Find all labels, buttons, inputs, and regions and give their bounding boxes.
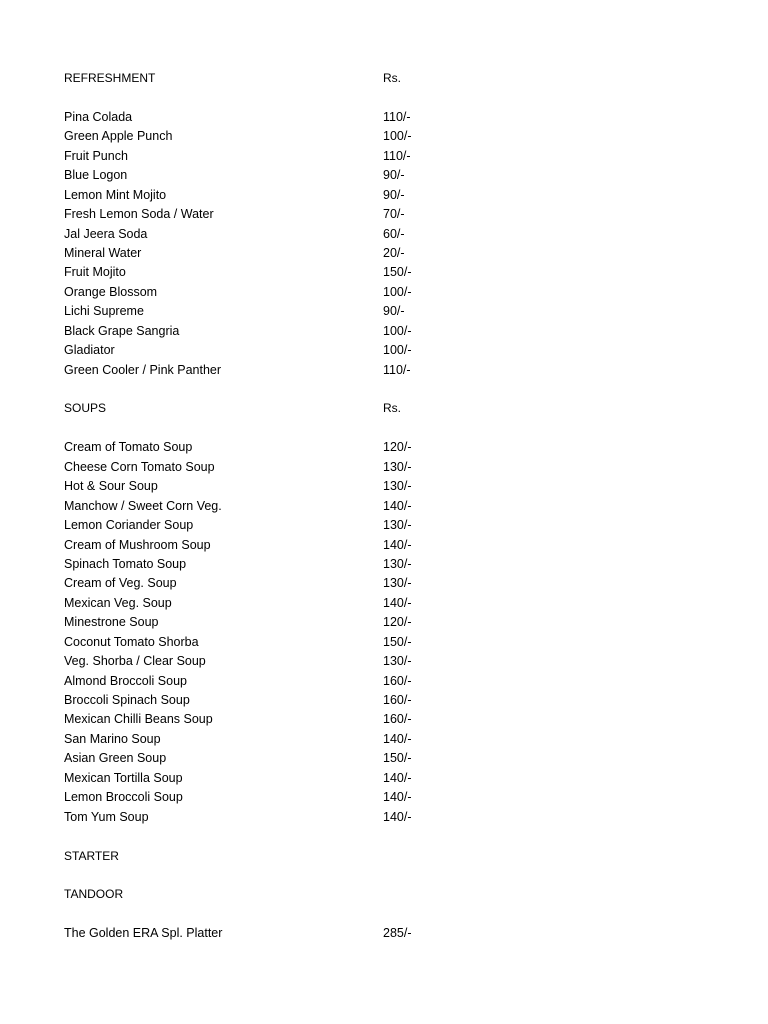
item-name: Spinach Tomato Soup [64, 556, 187, 571]
spacer [64, 419, 484, 438]
item-name: Cream of Veg. Soup [64, 576, 177, 591]
section-title: SOUPS [64, 401, 107, 416]
item-price: 130/- [383, 518, 412, 533]
item-price: 120/- [383, 440, 412, 455]
item-name: Fruit Mojito [64, 265, 126, 280]
menu-item [64, 361, 484, 380]
menu-item [64, 263, 484, 282]
item-name: Gladiator [64, 343, 115, 358]
item-price: 100/- [383, 323, 412, 338]
item-name: Asian Green Soup [64, 751, 167, 766]
menu-item [64, 108, 484, 127]
item-name: Pina Colada [64, 109, 133, 124]
item-price: 140/- [383, 537, 412, 552]
item-price: 100/- [383, 129, 412, 144]
menu-item [64, 147, 484, 166]
item-price: 140/- [383, 595, 412, 610]
item-name: Mineral Water [64, 245, 142, 260]
currency-label: Rs. [383, 71, 401, 85]
item-name: Black Grape Sangria [64, 323, 180, 338]
item-price: 130/- [383, 479, 412, 494]
section-title: REFRESHMENT [64, 71, 156, 85]
refreshment-list [64, 108, 484, 380]
menu-item [64, 633, 484, 652]
spacer [64, 380, 484, 399]
item-price: 130/- [383, 459, 412, 474]
menu-item [64, 536, 484, 555]
item-price: 20/- [383, 245, 405, 260]
menu-item [64, 477, 484, 496]
spacer [64, 827, 484, 846]
item-price: 100/- [383, 284, 412, 299]
item-name: Coconut Tomato Shorba [64, 634, 199, 649]
item-price: 130/- [383, 654, 412, 669]
menu-item [64, 769, 484, 788]
item-price: 130/- [383, 576, 412, 591]
menu-item [64, 322, 484, 341]
item-price: 140/- [383, 790, 412, 805]
menu-item [64, 225, 484, 244]
item-price: 140/- [383, 770, 412, 785]
item-name: Veg. Shorba / Clear Soup [64, 654, 206, 669]
item-name: Tom Yum Soup [64, 809, 149, 824]
menu-item [64, 652, 484, 671]
item-price: 130/- [383, 556, 412, 571]
item-price: 120/- [383, 615, 412, 630]
menu-item [64, 341, 484, 360]
tandoor-list [64, 924, 484, 943]
menu-item [64, 166, 484, 185]
menu-item [64, 127, 484, 146]
item-price: 110/- [383, 109, 411, 124]
item-name: Fruit Punch [64, 148, 128, 163]
menu-item [64, 808, 484, 827]
item-price: 90/- [383, 168, 405, 183]
item-name: Lemon Broccoli Soup [64, 790, 183, 805]
item-name: Green Cooler / Pink Panther [64, 362, 222, 377]
item-name: Orange Blossom [64, 284, 158, 299]
menu-item [64, 613, 484, 632]
item-name: Jal Jeera Soda [64, 226, 148, 241]
item-name: Lichi Supreme [64, 304, 144, 319]
item-price: 110/- [383, 148, 411, 163]
item-name: Green Apple Punch [64, 129, 173, 144]
menu-item [64, 186, 484, 205]
item-price: 160/- [383, 712, 412, 727]
item-name: Mexican Tortilla Soup [64, 770, 183, 785]
item-name: Lemon Mint Mojito [64, 187, 167, 202]
menu-item [64, 555, 484, 574]
menu-page [64, 69, 484, 944]
section-header-tandoor [64, 885, 484, 904]
item-price: 150/- [383, 265, 412, 280]
item-price: 60/- [383, 226, 405, 241]
menu-item [64, 788, 484, 807]
menu-item [64, 691, 484, 710]
item-name: Cream of Tomato Soup [64, 440, 193, 455]
item-price: 90/- [383, 187, 405, 202]
item-price: 160/- [383, 693, 412, 707]
menu-item [64, 302, 484, 321]
item-name: Manchow / Sweet Corn Veg. [64, 498, 222, 513]
menu-item [64, 516, 484, 535]
item-price: 285/- [383, 926, 412, 941]
item-price: 140/- [383, 809, 412, 824]
item-name: Mexican Chilli Beans Soup [64, 712, 213, 727]
item-name: Almond Broccoli Soup [64, 673, 187, 688]
section-header-soups [64, 399, 484, 418]
item-price: 90/- [383, 304, 405, 319]
item-name: Cream of Mushroom Soup [64, 537, 211, 552]
menu-item [64, 924, 484, 943]
item-name: The Golden ERA Spl. Platter [64, 926, 223, 941]
item-price: 150/- [383, 751, 412, 766]
menu-item [64, 283, 484, 302]
item-name: Lemon Coriander Soup [64, 518, 194, 533]
item-price: 160/- [383, 673, 412, 688]
menu-item [64, 594, 484, 613]
section-header-refreshment [64, 69, 484, 88]
menu-item [64, 205, 484, 224]
item-name: Broccoli Spinach Soup [64, 693, 190, 707]
menu-item [64, 672, 484, 691]
item-price: 110/- [383, 362, 411, 377]
soups-list [64, 438, 484, 827]
spacer [64, 866, 484, 885]
item-price: 70/- [383, 207, 405, 222]
menu-item [64, 438, 484, 457]
currency-label: Rs. [383, 401, 401, 416]
menu-item [64, 749, 484, 768]
item-price: 150/- [383, 634, 412, 649]
item-name: Fresh Lemon Soda / Water [64, 207, 214, 222]
menu-item [64, 730, 484, 749]
section-title: TANDOOR [64, 887, 124, 902]
item-name: San Marino Soup [64, 731, 161, 746]
item-name: Mexican Veg. Soup [64, 595, 172, 610]
item-price: 140/- [383, 731, 412, 746]
item-name: Hot & Sour Soup [64, 479, 158, 494]
menu-item [64, 244, 484, 263]
section-title: STARTER [64, 848, 119, 863]
item-name: Blue Logon [64, 168, 128, 183]
item-price: 100/- [383, 343, 412, 358]
menu-item [64, 574, 484, 593]
menu-item [64, 497, 484, 516]
item-price: 140/- [383, 498, 412, 513]
item-name: Minestrone Soup [64, 615, 159, 630]
menu-item [64, 710, 484, 729]
spacer [64, 88, 484, 107]
spacer [64, 905, 484, 924]
menu-item [64, 458, 484, 477]
item-name: Cheese Corn Tomato Soup [64, 459, 215, 474]
section-header-starter [64, 847, 484, 866]
